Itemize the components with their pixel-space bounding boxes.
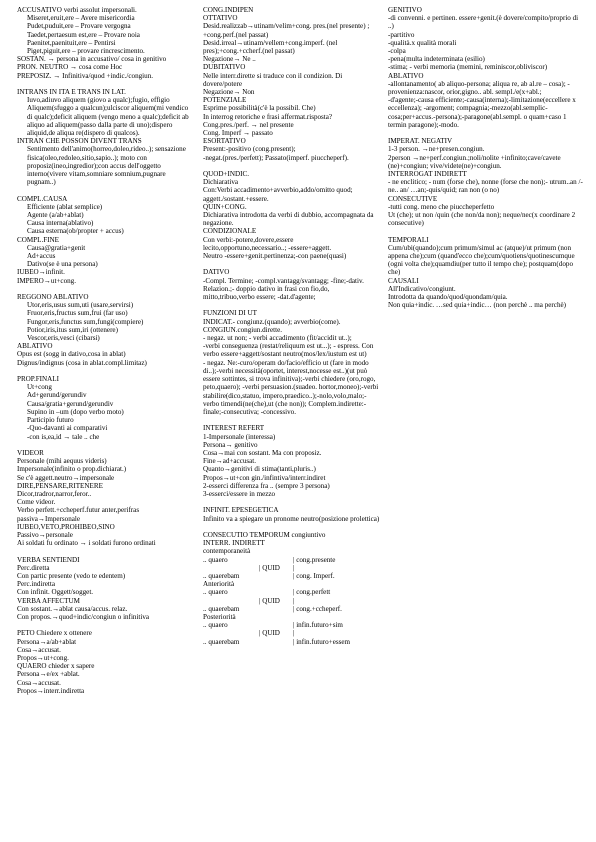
text-line: All'Indicativo/congiunt. [388, 284, 456, 293]
section-gap [388, 227, 584, 235]
text-line: Esprime possibilità(c'è la possibil. Che) [203, 104, 316, 113]
column-3 [388, 6, 584, 309]
text-line: Desid.irreal→utinam/vellem+cong.imperf. (nel pres);+cong.+ccherf.(nel passat) [203, 38, 338, 56]
text-line: Sentimento dell'animo(horreo,doleo,rideo..); sensazione fisica(oleo,redoleo,sitio,sapio..); moto con proposiz(ineo,ingredior);con accus dell'oggetto interno(vivere vitam,somniare somnium,pugnare pugnam..) [27, 145, 186, 187]
section-gap [17, 441, 195, 449]
table-cell: .. quaerebam [203, 604, 240, 613]
text-line: Supino in –um (dopo verbo moto) [27, 407, 124, 416]
text-line: -colpa [388, 47, 406, 56]
text-line: POTENZIALE [203, 96, 247, 105]
section-gap [203, 301, 381, 309]
text-line: COMPL.CAUSA [17, 194, 68, 203]
text-line: INTRANS IN ITA E TRANS IN LAT. [17, 88, 126, 97]
text-line: -stima; - verbi memoria (memini, reminiscor,obliviscor) [388, 63, 548, 72]
notes-section [203, 6, 381, 162]
notes-section [17, 88, 195, 186]
text-line: Vescor,eris,vesci (cibarsi) [27, 334, 100, 343]
text-line: Verbo perfett.+ccheperf.futur anter,perifras passiva→Impersonale [17, 506, 140, 523]
text-line: PROP.FINALI [17, 375, 59, 384]
text-line: PETO Chiedere x ottenere [17, 629, 92, 638]
text-line: contemporaneità [203, 547, 251, 556]
text-line: Desid.realizzab→utinam/velim+cong. pres.(nel presente) ; +cong.perf.(nel passat) [203, 22, 370, 39]
notes-section [203, 170, 381, 260]
text-line: Perc.diretta [17, 563, 50, 572]
text-line: Causa esterna(ob/propter + accus) [27, 227, 124, 236]
text-line: Cum/ubi(quando);cum primum/simul ac (atque)/ut primum (non appena che);cum (quand'ecco che);cum/quotiens/quotinescumque (ogni volta che);quamdiu(per tutto il tempo che); postquam(dopo che) [388, 243, 575, 277]
table-cell [203, 629, 259, 637]
text-line: QUOD+INDIC. [203, 170, 249, 179]
text-line: Taedet,pertaesum est,ere – Provare noia [27, 30, 140, 39]
text-line: INFINIT. EPESEGETICA [203, 506, 279, 515]
text-line: Dativo(se è una persona) [27, 260, 98, 269]
text-line: Negazione→ Ne .. [203, 55, 256, 64]
text-line: IUBEO,VETO,PROHIBEO,SINO [17, 522, 115, 531]
text-line: IMPERAT. NEGATIV [388, 137, 453, 146]
text-line: FUNZIONI DI UT [203, 309, 257, 318]
text-line: Con sostant.→ablat causa/accus. relaz. [17, 604, 128, 613]
text-line: ABLATIVO [17, 342, 53, 351]
table-cell [259, 621, 293, 629]
text-line: 2person →ne+perf.congiun.;noli/nolite +infinito;cave/cavete (ne)+congiun; vive/videte(ne)+congiun. [388, 153, 561, 170]
text-line: Introdotta da quando/quod/quondam/quia. [388, 293, 508, 302]
notes-section [17, 195, 195, 285]
notes-section [17, 629, 195, 695]
table-cell: | infin.futuro+essem [293, 637, 351, 646]
text-line: Ad+accus [27, 252, 56, 261]
notes-section [17, 6, 195, 80]
table-row: Anteriorità [203, 580, 235, 589]
notes-section [17, 375, 195, 441]
table-cell: .. quaerebam [203, 571, 240, 580]
text-line: - ne enclitico; - num (forse che), nonne (forse che non);- utrum..an /-ne.. an/ …an;-quis/quid; ran non (o no) [388, 178, 583, 195]
table-cell: | cong.+ccheperf. [293, 604, 342, 613]
text-line: Ut+cong [27, 383, 52, 392]
text-line: Present:-positivo (cong.present); [203, 145, 296, 154]
text-line: -tutti cong. meno che piuccheperfetto [388, 202, 495, 211]
text-line: -negat.(pres./perfett); Passato(imperf. piuccheperf). [203, 153, 349, 162]
text-line: Persona→a/ab+ablat [17, 637, 77, 646]
text-line: Passivo→personale [17, 530, 73, 539]
text-line: IUBEO→infinit. [17, 268, 65, 277]
text-line: 1-Impersonale (interessa) [203, 432, 276, 441]
section-gap [388, 129, 584, 137]
text-line: DATIVO [203, 268, 230, 277]
table-cell: | [293, 629, 295, 638]
text-line: lecito,opportuno,necessario..; -essere+aggett. [203, 243, 332, 252]
text-line: Come videor. [17, 498, 56, 507]
text-line: Negazione→ Non [203, 88, 255, 97]
text-line: QUAERO chieder x sapere [17, 662, 95, 671]
text-line: Agente (a/ab+ablat) [27, 211, 84, 220]
text-line: VERBA AFFECTUM [17, 596, 80, 605]
text-line: - negaz. ut non; - verbi accadimento (fit/accidit ut..); [203, 334, 352, 343]
text-line: -qualità.x qualità morali [388, 38, 457, 47]
table-cell: .. quaero [203, 588, 228, 597]
text-line: Iuvo,adiuvo aliquem (giovo a qualc);fugio, effigio Aliquem(sfuggo a qualcun);ulciscor aliquem(mi vendico di qualc);deficit aliquem (vengo meno a qualc);deficit ab aliquo ad aliquem(passo dalla parte di uno);dispero aliquid,de aliqua re(dispero di qualcos). [27, 96, 189, 138]
text-line: QUIN+CONG. [203, 202, 247, 211]
text-line: OTTATIVO [203, 14, 238, 23]
text-line: Dichiarativa [203, 178, 239, 187]
text-line: Con infinit. Oggett/sogget. [17, 588, 94, 597]
table-row [203, 621, 381, 629]
text-line: 1-3 person. →ne+presen.congiun. [388, 145, 485, 154]
text-line: Perc.indiretta [17, 580, 56, 589]
notes-section [203, 309, 381, 416]
text-line: Paenitet,paenituit,ere – Pentirsi [27, 38, 116, 47]
text-line: Nelle interr.dirette si traduce con il condizion. Di dovere/potere [203, 71, 343, 88]
text-line: CONG.INDIPEN [203, 6, 254, 14]
table-cell: | cong.presente [293, 555, 336, 564]
text-line: Propos→ut+con gin./infintiva/interr.indiret [203, 473, 326, 482]
text-line: 2-esserci differenza fra .. (sempre 3 persona) [203, 481, 330, 490]
table-cell [203, 564, 259, 572]
text-line: REGGONO ABLATIVO [17, 293, 89, 302]
text-line: ESORTATIVO [203, 137, 246, 146]
text-line: INTEREST REFERT [203, 424, 265, 433]
notes-section [203, 506, 381, 522]
section-gap [203, 260, 381, 268]
table-row [203, 597, 381, 605]
table-cell [259, 638, 293, 646]
notes-section [203, 268, 381, 301]
text-line: Cosa→mai con sostant. Ma con proposiz. [203, 448, 322, 457]
text-line: Persona→e/ex +ablat. [17, 670, 80, 679]
table-cell: | infin.futuro+sim [293, 621, 343, 630]
text-line: CONGIUN.congiun.dirette. [203, 325, 283, 334]
text-line: SOSTAN. → persona in accusativo/ cosa in genitivo [17, 55, 167, 64]
text-line: -con is,ea,id → tale .. che [27, 432, 100, 441]
notes-section [203, 424, 381, 498]
section-gap [17, 621, 195, 629]
table-cell [259, 605, 293, 613]
text-line: ACCUSATIVO verbi assolut impersonali. [17, 6, 137, 14]
text-line: DIRE,PENSARE,RITENERE [17, 481, 103, 490]
table-row: Posteriorità [203, 612, 236, 621]
table-cell: | QUID [259, 563, 280, 572]
text-line: Ai soldati fu ordinato → i soldati furono ordinati [17, 539, 156, 548]
column-2 [203, 6, 381, 646]
text-line: Persona→ genitivo [203, 440, 258, 449]
text-line: INTRAN CHE POSSON DIVENT TRANS [17, 137, 142, 146]
column-1 [17, 6, 195, 695]
text-line: Dicor,tradror,narror,feror.. [17, 489, 92, 498]
text-line: VERBA SENTIENDI [17, 555, 80, 564]
consecutio-table [203, 556, 381, 646]
text-line: -di convenni. e pertinen. essere+genit.(è dovere/compito/proprio di ..) [388, 14, 579, 31]
notes-section [17, 293, 195, 367]
text-line: 3-esserci/essere in mezzo [203, 489, 276, 498]
table-cell: | QUID [259, 596, 280, 605]
notes-section [388, 236, 584, 310]
table-cell [259, 556, 293, 564]
table-cell: .. quaero [203, 621, 228, 630]
table-cell [259, 588, 293, 596]
table-row [203, 572, 381, 580]
text-line: INDICAT.- congiunz.(quando); avverbio(come). [203, 317, 341, 326]
table-cell: | [293, 596, 295, 605]
text-line: ABLATIVO [388, 71, 424, 80]
notes-section [17, 449, 195, 547]
text-line: Personale (mihi aequus videris) [17, 457, 107, 466]
table-row [203, 629, 381, 637]
table-row [203, 588, 381, 596]
text-line: DUBITATIVO [203, 63, 246, 72]
text-line: Potior,iris,itus sum,iri (ottenere) [27, 325, 118, 334]
section-gap [17, 285, 195, 293]
section-gap [203, 416, 381, 424]
text-line: CONSECUTIVE [388, 194, 438, 203]
text-line: - negaz. Ne:-curo/operam do/facio/efficio ut (fare in modo di..);-verbi necessità(oportet, interest,nocesse est..)(ut può essere sottintes, si trova infinitiva);-verbi chiedere (oro,rogo, peto,quaero); -verbi persuasion.(suadeo. hortor,moneo);-verbi stabilire(dico,statuo, impero,praedico..);-nolo,volo,malo;-verbo timendi(ne(che),ut (che non)); Complem.indirette:-finale;-consecutiva; -concessivo. [203, 358, 379, 416]
text-line: Causa@gratia+genit [27, 243, 86, 252]
table-cell: .. quaerebam [203, 637, 240, 646]
text-line: PRON. NEUTRO → cosa come Hoc [17, 63, 123, 72]
section-gap [17, 547, 195, 555]
table-row [203, 638, 381, 646]
text-line: Fine→ad+accusat. [203, 457, 257, 466]
text-line: -Quo-davanti ai comparativi [27, 424, 108, 433]
section-gap [203, 162, 381, 170]
text-line: Efficiente (ablat semplice) [27, 202, 103, 211]
text-line: Dichiarativa introdotta da verbi di dubbio, accompagnata da negazione. [203, 211, 374, 228]
table-cell: .. quaero [203, 555, 228, 564]
text-line: Pudet,puduit,ere – Provare vergogna [27, 22, 131, 31]
text-line: Participio futuro [27, 416, 74, 425]
text-line: Cong. Imperf → passato [203, 129, 273, 138]
section-gap [203, 498, 381, 506]
text-line: -d'agente;-causa efficiente;-causa(interna);-limitazione(eccellere x eccellenza); -argoment; compagnia;-mezzo(abl.semplic-cosa;per+accus.-persona);-paragone(abl.sempl. o quam+caso 1 termin paragone);-modo. [388, 96, 576, 129]
text-line: Se c'è aggett.neutro→impersonale [17, 473, 115, 482]
text-line: Propos→interr.indiretta [17, 686, 85, 695]
text-line: CAUSALI [388, 276, 419, 285]
text-line: -Compl. Termine; -compl.vantagg/svantagg; -fine;-dativ. Relazion.;- doppio dativo in frasi con fio,do, mitto,tribuo,verbo essere; -dat.d'agente; [203, 276, 364, 302]
section-gap [17, 367, 195, 375]
text-line: GENITIVO [388, 6, 422, 14]
section-gap [17, 80, 195, 88]
text-line: Cosa→accusat. [17, 645, 61, 654]
text-line: PREPOSIZ. → Infinitiva/quod +indic./congiun. [17, 71, 154, 80]
text-line: TEMPORALI [388, 235, 429, 244]
text-line: -verbi conseguenza (restat/reliquum est ut...); - espress. Con verbo essere+aggett/sostant neutro(mos/lex/iustum est ut) [203, 342, 374, 359]
text-line: Cong.pres./perf. → nel presente [203, 120, 294, 129]
text-line: Causa/gratia+gerund/gerundiv [27, 399, 114, 408]
table-row [203, 564, 381, 572]
text-line: Ut (che); ut non /quin (che non/da non); neque/nec(x coordinare 2 consecutive) [388, 211, 576, 228]
table-cell [203, 597, 259, 605]
text-line: Miseret,eruit,ere – Avere misericordia [27, 14, 135, 23]
text-line: INTERROGAT INDIRETT [388, 170, 467, 179]
notes-section [17, 556, 195, 622]
text-line: Fruor,eris,fructus sum,frui (far uso) [27, 309, 128, 318]
text-line: Con partic presente (vedo te edentem) [17, 571, 126, 580]
text-line: Impersonale(infinito o prop.dichiarat.) [17, 465, 127, 474]
text-line: Infinito va a spiegare un pronome neutro(posizione prolettica) [203, 514, 380, 523]
text-line: Causa interna(ablativo) [27, 219, 94, 228]
text-line: Dignus/indignus (cosa in ablat.compl.limitaz) [17, 358, 147, 367]
text-line: Neutro -essere+genit.pertinenza;-con paene(quasi) [203, 252, 347, 261]
notes-section [388, 6, 584, 129]
table-cell: | cong.perfett [293, 588, 331, 597]
text-line: Non quia+indic. …sed quia+indic… (non perchè .. ma perchè) [388, 301, 566, 310]
notes-section [388, 137, 584, 227]
text-line: CONSECUTIO TEMPORUM congiuntivo [203, 530, 326, 539]
table-cell: | [293, 563, 295, 572]
text-line: -partitivo [388, 30, 415, 39]
text-line: Quanto→genitivi di stima(tanti,pluris..) [203, 465, 316, 474]
text-line: Cosa→accusat. [17, 678, 61, 687]
text-line: CONDIZIONALE [203, 227, 257, 236]
text-line: VIDEOR [17, 448, 44, 457]
text-line: Utor,eris,usus sum,uti (usare,servirsi) [27, 301, 134, 310]
text-line: Con propos.→quod+indic/congiun o infinitiva [17, 612, 150, 621]
section-gap [203, 523, 381, 531]
text-line: Propos→ut+cong. [17, 653, 69, 662]
text-line: -allontanamento( ab aliquo-persona; aliqua re, ab al.re – cosa); - provenienza:nascor, orior,gigno.. abl. sempl./e(x+abl.; [388, 79, 570, 97]
text-line: IMPERO→ut+cong. [17, 276, 76, 285]
text-line: Opus est (sogg in dativo,cosa in ablat) [17, 350, 126, 359]
table-cell [259, 572, 293, 580]
table-row [203, 605, 381, 613]
text-line: Piget,piguit,ere – provare rincrescimento. [27, 47, 145, 56]
text-line: In interrog retoriche e frasi affermat.risposta? [203, 112, 333, 121]
section-gap [17, 186, 195, 194]
text-line: INTERR. INDIRETT [203, 539, 265, 548]
table-row [203, 556, 381, 564]
text-line: Con verbi:-potere,dovere,essere [203, 235, 294, 244]
table-cell: | cong. Imperf. [293, 571, 335, 580]
table-cell: | QUID [259, 629, 280, 638]
text-line: Fungor,eris,functus sum,fungi(compiere) [27, 317, 144, 326]
text-line: -pena(multa indeterminata (esilio) [388, 55, 485, 64]
text-line: Con:Verbi accadimento+avverbio,addo/omitto quod; aggett./sostant.+essere. [203, 186, 353, 203]
notes-section [203, 531, 381, 556]
text-line: COMPL.FINE [17, 235, 59, 244]
text-line: Ad+gerund/gerundiv [27, 391, 87, 400]
